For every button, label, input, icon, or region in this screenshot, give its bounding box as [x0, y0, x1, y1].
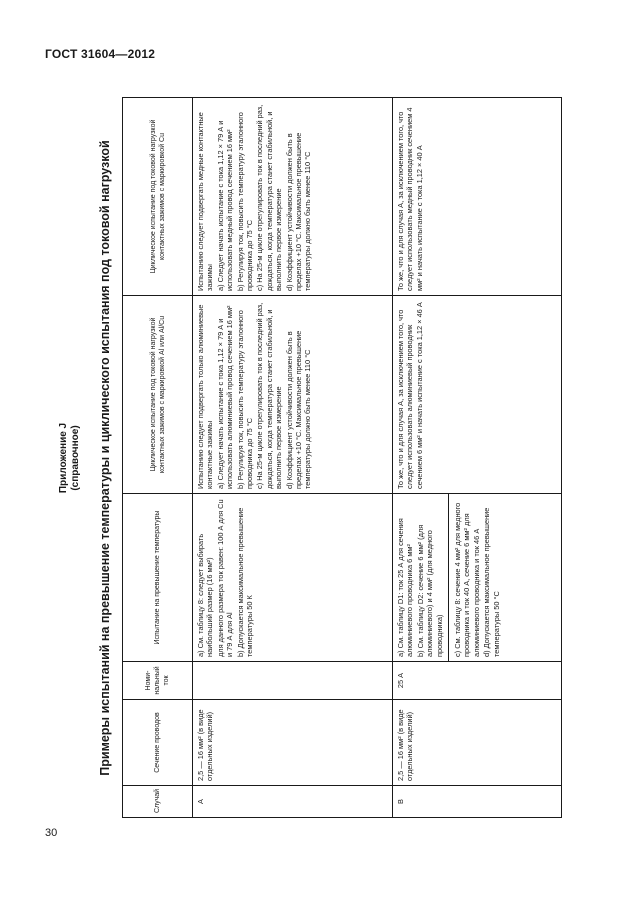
header-current: Номи-нальный ток	[123, 662, 193, 700]
case-a-cyclic-al-line: а) Следует начать испытание с тока 1,12 × 79 А и использовать алюминиевый провод сечением 16 мм²	[215, 305, 235, 489]
appendix-label: Приложение J	[58, 422, 69, 494]
header-temp-rise: Испытание на превышение температуры	[123, 494, 193, 662]
appendix-heading	[58, 98, 82, 818]
case-a-cyclic-cu-line: d) Коэффициент устойчивости должен быть в пределах +10 °С. Максимальное превышение температуры должно быть менее 110 °С	[284, 132, 313, 291]
case-a-temp-rise-line: b) Допускается максимальное превышение температуры 50 К	[235, 507, 255, 657]
table-row-case-b	[393, 98, 562, 818]
case-a-cyclic-al-line: b) Регулируя ток, повысить температуру эталонного проводника до 75 °С	[235, 310, 255, 489]
document-id: ГОСТ 31604—2012	[45, 47, 156, 61]
case-b-temp-rise	[393, 494, 562, 662]
case-b-cyclic-cu: То же, что и для случая А, за исключением того, что следует использовать медный проводник сечением 4 мм² и начать испытание с тока 1,12 × 40 А	[393, 98, 562, 296]
case-a-cyclic-cu-line: b) Регулируя ток, повысить температуру эталонного проводника до 75 °С	[235, 112, 255, 291]
case-a-temp-rise-line: для данного размера ток равен: 100 А для Cu и 79 А для Al	[215, 499, 235, 657]
case-b-temp-rise-line: b) См. таблицу D2: сечение 6 мм² (для алюминиевого) и 4 мм² (для медного проводника)	[415, 524, 444, 657]
case-b-cyclic-al: То же, что и для случая А, за исключением того, что следует использовать алюминиевый проводник сечением 6 мм² и начать испытание с тока 1,12 × 46 А	[393, 296, 562, 494]
case-a-cyclic-cu-line: а) Следует начать испытание с тока 1,12 × 79 А и использовать медный провод сечением 16 мм²	[215, 120, 235, 291]
table-header-row	[123, 98, 193, 818]
page-number: 30	[45, 827, 58, 839]
case-b-section: 2,5 — 16 мм² (в виде отдельных изделий)	[393, 700, 562, 786]
case-a-cyclic-al-line: c) На 25-м цикле отрегулировать ток в последний раз, дождаться, когда температура станет стабильной, и выполнить первое измерение	[255, 302, 284, 489]
case-a-cyclic-cu-line: Испытанию следует подвергать медные контактные зажимы	[196, 112, 215, 291]
header-case: Случай	[123, 786, 193, 818]
case-a-label: A	[193, 786, 393, 818]
case-b-label: B	[393, 786, 562, 818]
case-a-section: 2,5 — 16 мм² (в виде отдельных изделий)	[193, 700, 393, 786]
case-b-temp-rise-sub	[448, 494, 501, 661]
case-b-temp-rise-line: d) Допускается максимальное превышение температуры 50 °С	[482, 507, 501, 657]
table-row-case-a	[193, 98, 393, 818]
case-a-cyclic-al-line: d) Коэффициент устойчивости должен быть в пределах +10 °С. Максимальное превышение температуры должно быть менее 110 °С	[284, 330, 313, 489]
rotated-content	[58, 98, 578, 818]
test-examples-table	[122, 97, 562, 818]
case-b-temp-rise-line: c) См. таблицу 8: сечение 4 мм² для медного проводника и ток 40 А, сечение 6 мм² для алюминиевого проводника и ток 46 А	[453, 502, 481, 657]
case-a-cyclic-al	[193, 296, 393, 494]
case-a-temp-rise-line: а) См. таблицу 8: следует выбирать наибольший размер (16 мм²)	[196, 533, 215, 657]
header-cyclic-al: Циклическое испытание под токовой нагрузкой контактных зажимов с маркировкой Al или Al/Cu	[123, 296, 193, 494]
case-a-cyclic-al-line: Испытанию следует подвергать только алюминиевые контактные зажимы	[196, 304, 215, 489]
header-cyclic-cu: Циклическое испытание под токовой нагрузкой контактных зажимов с маркировкой Cu	[123, 98, 193, 296]
case-a-temp-rise	[193, 494, 393, 662]
appendix-note: (справочное)	[70, 425, 81, 491]
case-a-cyclic-cu	[193, 98, 393, 296]
case-a-cyclic-cu-line: c) На 25-м цикле отрегулировать ток в последний раз, дождаться, когда температура станет стабильной, и выполнить первое измерение	[255, 104, 284, 291]
table-title: Примеры испытаний на превышение температуры и циклического испытания под токовой нагрузкой	[98, 140, 112, 776]
case-a-current	[193, 662, 393, 700]
case-b-temp-rise-line: а) См. таблицу D1: ток 25 А для сечения алюминиевого проводника 6 мм²	[396, 518, 415, 657]
header-section: Сечение проводов	[123, 700, 193, 786]
case-b-current: 25 А	[393, 662, 562, 700]
